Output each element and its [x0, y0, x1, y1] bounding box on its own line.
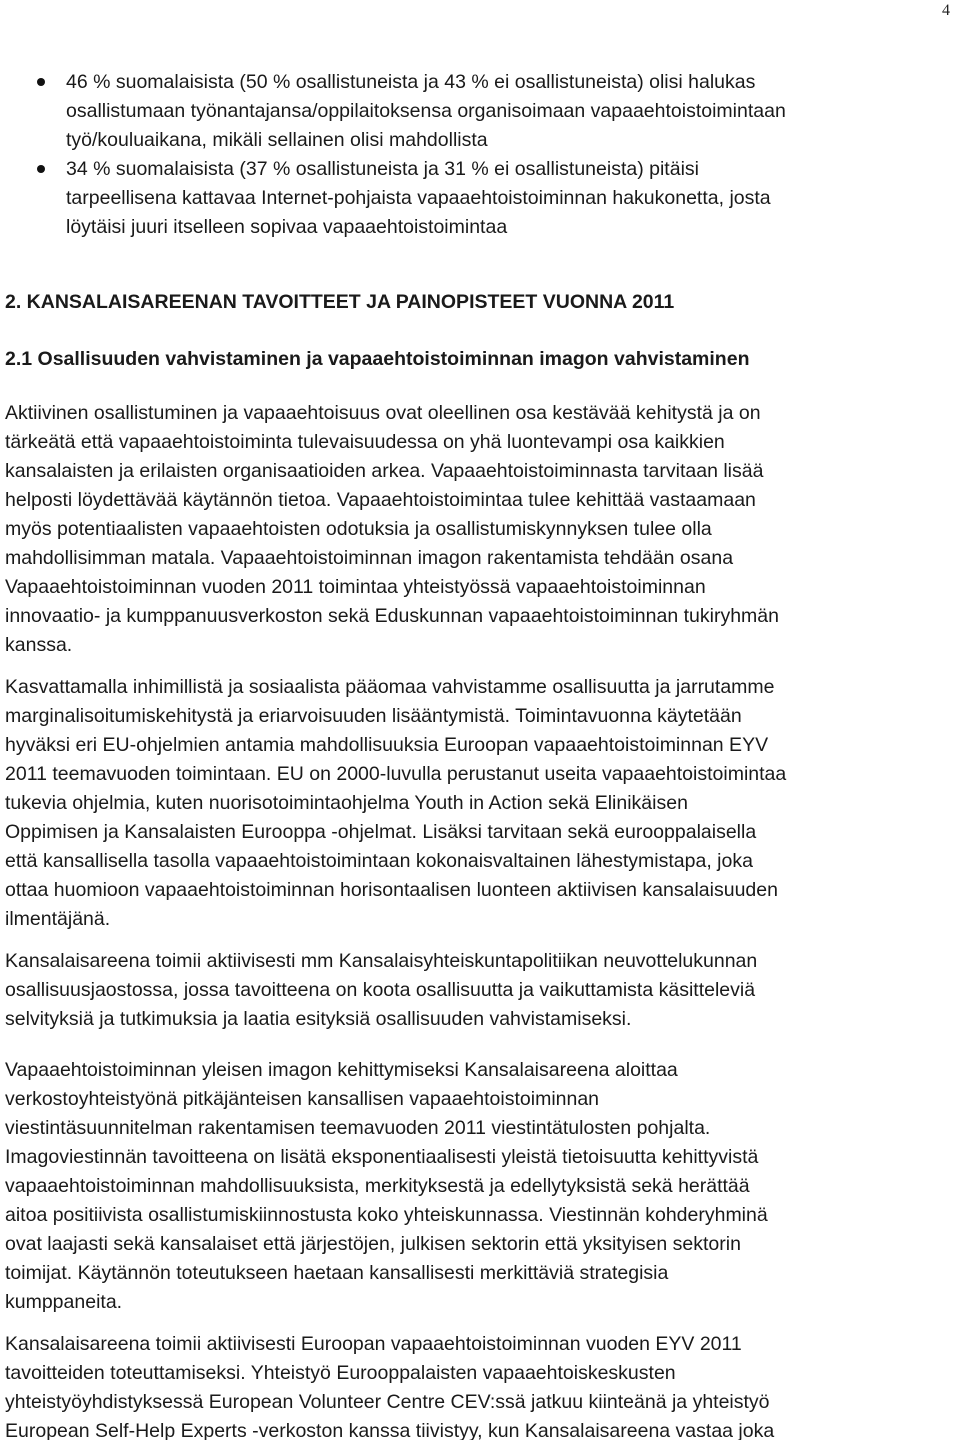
paragraph: Kansalaisareena toimii aktiivisesti mm Kansalaisyhteiskuntapolitiikan neuvottelukunnan osallisuusjaostossa, jossa tavoitteena on koota osallisuutta ja vaikuttamista käsitteleviä selvityksiä ja tutkimuksia ja laatia esityksiä osallisuuden vahvistamiseksi. — [5, 950, 758, 1030]
bullet-dot-icon — [37, 165, 45, 173]
paragraph: Vapaaehtoistoiminnan yleisen imagon kehittymiseksi Kansalaisareena aloittaa verkostoyhteistyönä pitkäjänteisen kansallisen vapaaehtoistoiminnan viestintäsuunnitelman rakentamisen teemavuoden 2011 viestintätulosten pohjalta. Imagoviestinnän tavoitteena on lisätä eksponentiaalisesti yleistä tietoisuutta kehittyvistä vapaaehtoistoiminnan mahdollisuuksista, merkityksestä ja edellytyksistä sekä herättää aitoa positiivista osallistumiskiinnostusta koko yhteiskunnassa. Viestinnän kohderyhminä ovat laajasti sekä kansalaiset että järjestöjen, julkisen sektorin että yksityisen sektorin toimijat. Käytännön toteutukseen haetaan kansallisesti merkittäviä strategisia kumppaneita. — [5, 1059, 768, 1313]
paragraph: Kansalaisareena toimii aktiivisesti Euroopan vapaaehtoistoiminnan vuoden EYV 2011 tavoitteiden toteuttamiseksi. Yhteistyö Eurooppalaisten vapaaehtoiskeskusten yhteistyöyhdistyksessä European Volunteer Centre CEV:ssä jatkuu kiinteänä ja yhteistyö European Self-Help Experts -verkoston kanssa tiivistyy, kun Kansalaisareena vastaa joka — [5, 1333, 775, 1440]
bullet-text: 46 % suomalaisista (50 % osallistuneista ja 43 % ei osallistuneista) olisi halukas osallistumaan työnantajansa/oppilaitoksensa organisoimaan vapaaehtoistoimintaan työ/kouluaikana, mikäli sellainen olisi mahdollista — [66, 71, 786, 151]
bullet-list — [0, 68, 786, 242]
bullet-item — [0, 68, 786, 155]
bullet-text: 34 % suomalaisista (37 % osallistuneista ja 31 % ei osallistuneista) pitäisi tarpeellisena kattavaa Internet-pohjaista vapaaehtoistoiminnan hakukonetta, josta löytäisi juuri itselleen sopivaa vapaaehtoistoimintaa — [66, 158, 771, 238]
bullet-dot-icon — [37, 78, 45, 86]
paragraph: Kasvattamalla inhimillistä ja sosiaalista pääomaa vahvistamme osallisuutta ja jarrutamme marginalisoitumiskehitystä ja eriarvoisuuden lisääntymistä. Toimintavuonna käytetään hyväksi eri EU-ohjelmien antamia mahdollisuuksia Euroopan vapaaehtoistoiminnan EYV 2011 teemavuoden toimintaan. EU on 2000-luvulla perustanut useita vapaaehtoistoimintaa tukevia ohjelmia, kuten nuorisotoimintaohjelma Youth in Action sekä Elinikäisen Oppimisen ja Kansalaisten Eurooppa -ohjelmat. Lisäksi tarvitaan sekä eurooppalaisella että kansallisella tasolla vapaaehtoistoimintaan kokonaisvaltainen lähestymistapa, joka ottaa huomioon vapaaehtoistoiminnan horisontaalisen luonteen aktiivisen kansalaisuuden ilmentäjänä. — [5, 676, 787, 930]
paragraph: Aktiivinen osallistuminen ja vapaaehtoisuus ovat oleellinen osa kestävää kehitystä ja on tärkeätä että vapaaehtoistoiminta tulevaisuudessa on yhä luontevampi osa kaikkien kansalaisten ja erilaisten organisaatioiden arkea. Vapaaehtoistoiminnasta tarvitaan lisää helposti löydettävää käytännön tietoa. Vapaaehtoistoimintaa tulee kehittää vastaamaan myös potentiaalisten vapaaehtoisten odotuksia ja osallistumiskynnyksen tulee olla mahdollisimman matala. Vapaaehtoistoiminnan imagon rakentamista tehdään osana Vapaaehtoistoiminnan vuoden 2011 toimintaa yhteistyössä vapaaehtoistoiminnan innovaatio- ja kumppanuusverkoston sekä Eduskunnan vapaaehtoistoiminnan tukiryhmän kanssa. — [5, 402, 779, 656]
page-number: 4 — [942, 2, 950, 19]
subsection-heading: 2.1 Osallisuuden vahvistaminen ja vapaaehtoistoiminnan imagon vahvistaminen — [5, 348, 750, 370]
bullet-item — [0, 155, 786, 242]
section-heading: 2. KANSALAISAREENAN TAVOITTEET JA PAINOPISTEET VUONNA 2011 — [5, 291, 675, 313]
